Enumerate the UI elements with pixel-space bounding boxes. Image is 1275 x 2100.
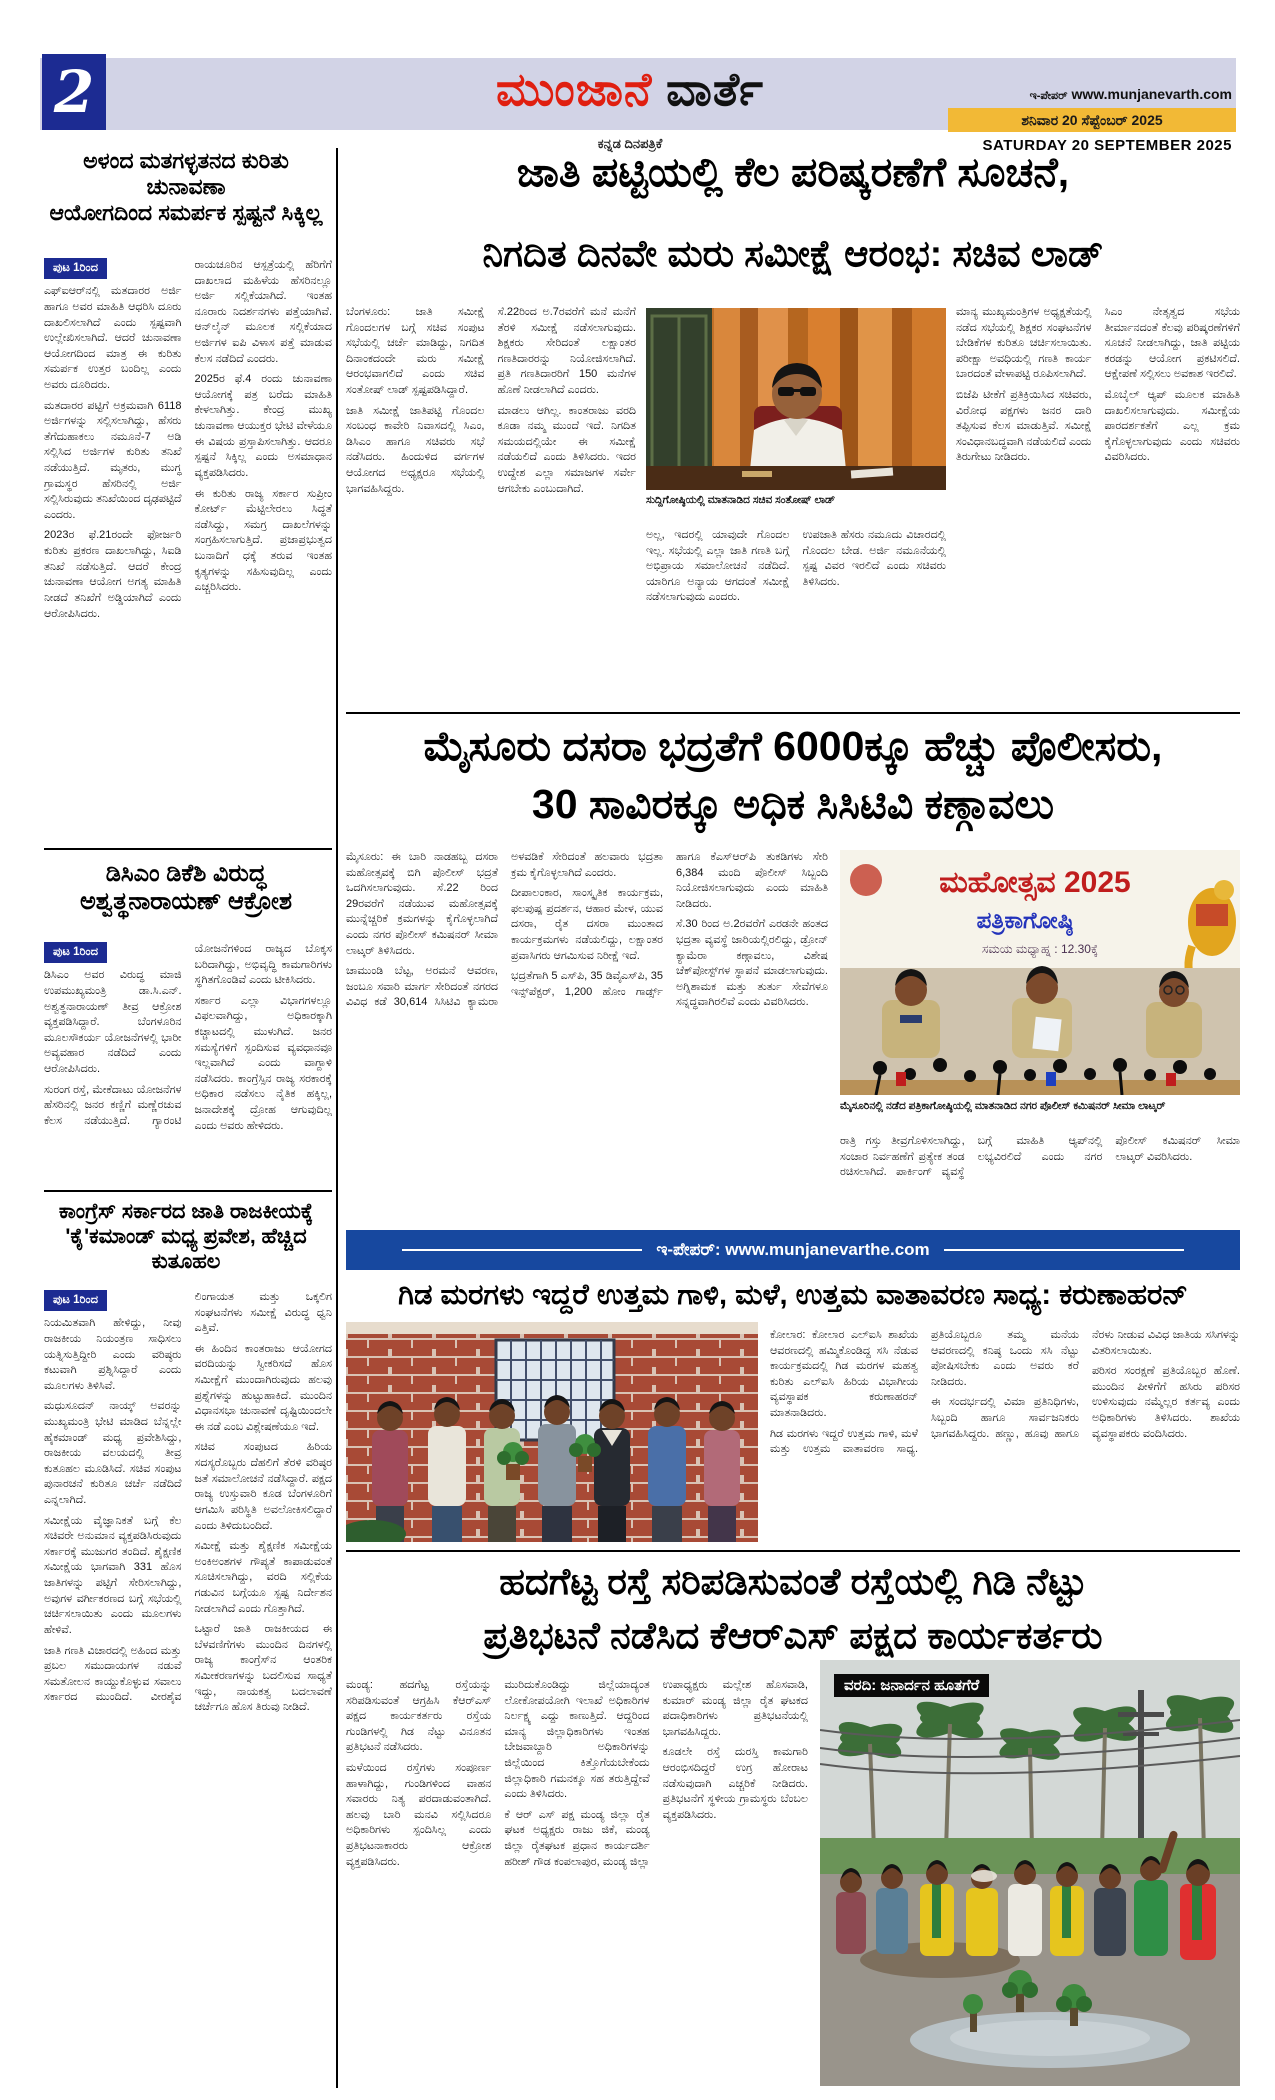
- dasara-headline-1: ಮೈಸೂರು ದಸರಾ ಭದ್ರತೆಗೆ 6000ಕ್ಕೂ ಹೆಚ್ಚು ಪೊಲೀಸರು,: [423, 723, 1163, 769]
- paragraph: ಡಿಸಿಎಂ ಅವರ ವಿರುದ್ಧ ಮಾಜಿ ಉಪಮುಖ್ಯಮಂತ್ರಿ ಡಾ.ಸಿ.ಎನ್. ಅಶ್ವತ್ಥನಾರಾಯಣ್ ತೀವ್ರ ಆಕ್ರೋಶ ವ್ಯಕ್ತಪಡಿಸಿದ್ದಾರೆ. ಬೆಂಗಳೂರಿನ ಮೂಲಸೌಕರ್ಯ ಯೋಜನೆಗಳಲ್ಲಿ ಭಾರೀ ಅವ್ಯವಹಾರ ನಡೆದಿದೆ ಎಂದು ಆರೋಪಿಸಿದರು.: [44, 969, 182, 1075]
- paragraph: ರಾತ್ರಿ ಗಸ್ತು ತೀವ್ರಗೊಳಿಸಲಾಗಿದ್ದು, ಸಂಚಾರ ನಿರ್ವಹಣೆಗೆ ಪ್ರತ್ಯೇಕ ತಂಡ ರಚಿಸಲಾಗಿದೆ. ಪಾರ್ಕಿಂಗ್ ವ್ಯವಸ್ಥೆ ಬಗ್ಗೆ ಮಾಹಿತಿ ಆ್ಯಪ್‌ನಲ್ಲಿ ಲಭ್ಯವಿರಲಿದೆ ಎಂದು ನಗರ ಪೊಲೀಸ್ ಕಮಿಷನರ್ ಸೀಮಾ ಲಾಟ್ಕರ್ ವಿವರಿಸಿದರು.: [840, 1135, 1240, 1179]
- caste-survey-body-right: [956, 305, 1240, 705]
- road-protest-photo: [820, 1660, 1240, 2086]
- paragraph: ಒಟ್ಟಾರೆ ಜಾತಿ ರಾಜಕೀಯದ ಈ ಬೆಳವಣಿಗೆಗಳು ಮುಂದಿನ ದಿನಗಳಲ್ಲಿ ರಾಜ್ಯ ಕಾಂಗ್ರೆಸ್‌ನ ಆಂತರಿಕ ಸಮೀಕರಣಗಳನ್ನು ಬದಲಿಸುವ ಸಾಧ್ಯತೆ ಇದ್ದು, ನಾಯಕತ್ವ ಬದಲಾವಣೆ ಚರ್ಚೆಗೂ ಹೊಸ ತಿರುವು ನೀಡಿದೆ.: [194, 1623, 332, 1714]
- minister-photo-caption: ಸುದ್ದಿಗೋಷ್ಠಿಯಲ್ಲಿ ಮಾತನಾಡಿದ ಸಚಿವ ಸಂತೋಷ್ ಲಾಡ್: [646, 494, 836, 506]
- masthead-word-2: ವಾರ್ತೆ: [666, 63, 764, 115]
- report-byline-label: ವರದಿ: ಜನಾರ್ದನ ಹೂತಗೆರೆ: [834, 1674, 989, 1697]
- road-protest-headline-1: ಹದಗೆಟ್ಟ ರಸ್ತೆ ಸರಿಪಡಿಸುವಂತೆ ರಸ್ತೆಯಲ್ಲಿ ಗಿಡಿ ನೆಟ್ಟು: [499, 1561, 1087, 1602]
- press-banner-subtitle: ಪತ್ರಿಕಾಗೋಷ್ಠಿ: [976, 907, 1074, 933]
- from-page1-tag: ಪುಟ 1ರಿಂದ: [44, 942, 107, 963]
- road-protest-illustration: [820, 1660, 1240, 2086]
- page-number-badge: [42, 54, 106, 130]
- caste-survey-headline-2: ನಿಗದಿತ ದಿನವೇ ಮರು ಸಮೀಕ್ಷೆ ಆರಂಭ: ಸಚಿವ ಲಾಡ್: [482, 233, 1104, 274]
- paragraph: ಸುರಂಗ ರಸ್ತೆ, ಮೇಕೆದಾಟು ಯೋಜನೆಗಳ ಹೆಸರಿನಲ್ಲಿ ಜನರ ಕಣ್ಣಿಗೆ ಮಣ್ಣೆರಚುವ ಕೆಲಸ ನಡೆಯುತ್ತಿದೆ. ಗ್ಯಾರಂಟಿ ಯೋಜನೆಗಳಿಂದ ರಾಜ್ಯದ ಬೊಕ್ಕಸ ಬರಿದಾಗಿದ್ದು, ಅಭಿವೃದ್ಧಿ ಕಾಮಗಾರಿಗಳು ಸ್ಥಗಿತಗೊಂಡಿವೆ ಎಂದು ಟೀಕಿಸಿದರು.: [44, 943, 332, 1127]
- dasara-body-left: [346, 850, 828, 1195]
- paragraph: ಈ ಹಿಂದಿನ ಕಾಂತರಾಜು ಆಯೋಗದ ವರದಿಯನ್ನು ಸ್ವೀಕರಿಸದೆ ಹೊಸ ಸಮೀಕ್ಷೆಗೆ ಮುಂದಾಗಿರುವುದು ಹಲವು ಪ್ರಶ್ನೆಗಳನ್ನು ಹುಟ್ಟುಹಾಕಿದೆ. ಮುಂದಿನ ವಿಧಾನಸಭಾ ಚುನಾವಣೆ ದೃಷ್ಟಿಯಿಂದಲೇ ಈ ನಡೆ ಎಂಬ ವಿಶ್ಲೇಷಣೆಯೂ ಇದೆ.: [194, 1342, 332, 1433]
- epaper-url-line[interactable]: [930, 86, 1232, 103]
- paragraph: ಮಾಡಲು ಆಗಿಲ್ಲ. ಕಾಂತರಾಜು ವರದಿ ಕೂಡಾ ನಮ್ಮ ಮುಂದೆ ಇದೆ. ನಿಗದಿತ ಸಮಯದಲ್ಲಿಯೇ ಈ ಸಮೀಕ್ಷೆ ನಡೆಯಲಿದೆ ಎಂದು ತಿಳಿಸಿದರು. ಇದರ ಉದ್ದೇಶ ಎಲ್ಲಾ ಸಮಾಜಗಳ ಸರ್ವೇ ಆಗಬೇಕು ಎಂಬುದಾಗಿದೆ.: [497, 404, 636, 495]
- press-photo-caption: ಮೈಸೂರಿನಲ್ಲಿ ನಡೆದ ಪತ್ರಿಕಾಗೋಷ್ಠಿಯಲ್ಲಿ ಮಾತನಾಡಿದ ನಗರ ಪೊಲೀಸ್ ಕಮಿಷನರ್ ಸೀಮಾ ಲಾಟ್ಕರ್: [840, 1100, 1166, 1112]
- paragraph: ಮೈಸೂರು: ಈ ಬಾರಿ ನಾಡಹಬ್ಬ ದಸರಾ ಮಹೋತ್ಸವಕ್ಕೆ ಬಿಗಿ ಪೊಲೀಸ್ ಭದ್ರತೆ ಒದಗಿಸಲಾಗುವುದು. ಸೆ.22 ರಿಂದ 29ರವರೆಗೆ ನಡೆಯುವ ಮಹೋತ್ಸವಕ್ಕೆ ಮುನ್ನೆಚ್ಚರಿಕೆ ಕ್ರಮಗಳನ್ನು ಕೈಗೊಳ್ಳಲಾಗಿದೆ ಎಂದು ನಗರ ಪೊಲೀಸ್ ಕಮಿಷನರ್ ಸೀಮಾ ಲಾಟ್ಕರ್ ತಿಳಿಸಿದರು.: [346, 851, 498, 957]
- sapling-photo-illustration: [346, 1322, 758, 1542]
- paragraph: ಕೋಲಾರ: ಕೋಲಾರ ಎಲ್‌ಐಸಿ ಶಾಖೆಯ ಆವರಣದಲ್ಲಿ ಹಮ್ಮಿಕೊಂಡಿದ್ದ ಸಸಿ ನೆಡುವ ಕಾರ್ಯಕ್ರಮದಲ್ಲಿ ಗಿಡ ಮರಗಳ ಮಹತ್ವ ಕುರಿತು ಎಲ್‌ಐಸಿ ಹಿರಿಯ ವಿಭಾಗೀಯ ವ್ಯವಸ್ಥಾಪಕ ಕರುಣಾಹರನ್ ಮಾತನಾಡಿದರು.: [770, 1329, 918, 1420]
- paragraph: ಗಿಡ ಮರಗಳು ಇದ್ದರೆ ಉತ್ತಮ ಗಾಳಿ, ಮಳೆ ಮತ್ತು ಉತ್ತಮ ವಾತಾವರಣ ಸಾಧ್ಯ. ಪ್ರತಿಯೊಬ್ಬರೂ ತಮ್ಮ ಮನೆಯ ಆವರಣದಲ್ಲಿ ಕನಿಷ್ಠ ಒಂದು ಸಸಿ ನೆಟ್ಟು ಪೋಷಿಸಬೇಕು ಎಂದು ಅವರು ಕರೆ ನೀಡಿದರು.: [770, 1329, 1079, 1456]
- from-page1-tag: ಪುಟ 1ರಿಂದ: [44, 258, 107, 279]
- paragraph: ಮಧುಸೂದನ್ ನಾಯ್ಕ್ ಅವರನ್ನು ಮುಖ್ಯಮಂತ್ರಿ ಭೇಟಿ ಮಾಡಿದ ಬೆನ್ನಲ್ಲೇ ಹೈಕಮಾಂಡ್ ಮಧ್ಯ ಪ್ರವೇಶಿಸಿದ್ದು, ರಾಜಕೀಯ ವಲಯದಲ್ಲಿ ತೀವ್ರ ಕುತೂಹಲ ಮೂಡಿಸಿದೆ. ಸಚಿವ ಸಂಪುಟ ಪುನಾರಚನೆ ಕುರಿತೂ ಚರ್ಚೆ ನಡೆದಿದೆ ಎನ್ನಲಾಗಿದೆ.: [44, 1400, 182, 1507]
- paragraph: ಎಫ್‌ಐಆರ್‌ನಲ್ಲಿ ಮತದಾರರ ಅರ್ಜಿ ಹಾಗೂ ಅವರ ಮಾಹಿತಿ ಆಧರಿಸಿ ದೂರು ದಾಖಲಿಸಲಾಗಿದೆ ಎಂದು ಸ್ಪಷ್ಟವಾಗಿ ಉಲ್ಲೇಖಿಸಲಾಗಿದೆ. ಆದರೆ ಚುನಾವಣಾ ಆಯೋಗದಿಂದ ಮಾತ್ರ ಈ ಕುರಿತು ಸಮರ್ಪಕ ಉತ್ತರ ಬಂದಿಲ್ಲ ಎಂದು ಅವರು ದೂರಿದರು.: [44, 285, 182, 391]
- paragraph: ಸಮೀಕ್ಷೆ ಮತ್ತು ಶೈಕ್ಷಣಿಕ ಸಮೀಕ್ಷೆಯ ಅಂಕಿಅಂಶಗಳ ಗೌಪ್ಯತೆ ಕಾಪಾಡುವಂತೆ ಸೂಚಿಸಲಾಗಿದ್ದು, ವರದಿ ಸಲ್ಲಿಕೆಯ ಗಡುವಿನ ಬಗ್ಗೆಯೂ ಸ್ಪಷ್ಟ ನಿರ್ದೇಶನ ನೀಡಲಾಗಿದೆ ಎಂದು ಗೊತ್ತಾಗಿದೆ.: [194, 1540, 332, 1615]
- paragraph: ಈ ಸಂದರ್ಭದಲ್ಲಿ ವಿಮಾ ಪ್ರತಿನಿಧಿಗಳು, ಸಿಬ್ಬಂದಿ ಹಾಗೂ ಸಾರ್ವಜನಿಕರು ಭಾಗವಹಿಸಿದ್ದರು. ಹಣ್ಣು, ಹೂವು ಹಾಗೂ ನೆರಳು ನೀಡುವ ವಿವಿಧ ಜಾತಿಯ ಸಸಿಗಳನ್ನು ವಿತರಿಸಲಾಯಿತು.: [931, 1329, 1240, 1440]
- paragraph: ಮುರಿದುಕೊಂಡಿದ್ದು ಜಿಲ್ಲೆಯಾದ್ಯಂತ ಲೋಕೋಪಯೋಗಿ ಇಲಾಖೆ ಅಧಿಕಾರಿಗಳ ನಿರ್ಲಕ್ಷ್ಯ ಎದ್ದು ಕಾಣುತ್ತಿದೆ. ಆದ್ದರಿಂದ ಮಾನ್ಯ ಜಿಲ್ಲಾಧಿಕಾರಿಗಳು ಇಂತಹ ಬೇಜವಾಬ್ದಾರಿ ಅಧಿಕಾರಿಗಳನ್ನು ಜಿಲ್ಲೆಯಿಂದ ಕಿತ್ತೊಗೆಯಬೇಕೆಂದು ಜಿಲ್ಲಾಧಿಕಾರಿ ಗಮನಕ್ಕೂ ಸಹ ತರುತ್ತಿದ್ದೇವೆ ಎಂದು ತಿಳಿಸಿದರು.: [504, 1679, 650, 1801]
- paragraph: ಚಾಮುಂಡಿ ಬೆಟ್ಟ, ಅರಮನೆ ಆವರಣ, ಜಂಬೂ ಸವಾರಿ ಮಾರ್ಗ ಸೇರಿದಂತೆ ನಗರದ ವಿವಿಧ ಕಡೆ 30,614 ಸಿಸಿಟಿವಿ ಕ್ಯಾಮರಾ ಅಳವಡಿಕೆ ಸೇರಿದಂತೆ ಹಲವಾರು ಭದ್ರತಾ ಕ್ರಮ ಕೈಗೊಳ್ಳಲಾಗಿದೆ ಎಂದರು.: [346, 851, 663, 1009]
- sunglasses: [778, 387, 794, 396]
- trees-headline: ಗಿಡ ಮರಗಳು ಇದ್ದರೆ ಉತ್ತಮ ಗಾಳಿ, ಮಳೆ, ಉತ್ತಮ ವಾತಾವರಣ ಸಾಧ್ಯ: ಕರುಣಾಹರನ್: [398, 1279, 1188, 1311]
- press-conference-illustration: [840, 850, 1240, 1095]
- masthead-word-1: ಮುಂಜಾನೆ: [496, 63, 653, 115]
- trees-body: [770, 1328, 1240, 1542]
- article-divider: [44, 1190, 332, 1192]
- paragraph: ಮೊಬೈಲ್ ಆ್ಯಪ್ ಮೂಲಕ ಮಾಹಿತಿ ದಾಖಲಿಸಲಾಗುವುದು. ಸಮೀಕ್ಷೆಯ ಪಾರದರ್ಶಕತೆಗೆ ಎಲ್ಲ ಕ್ರಮ ಕೈಗೊಳ್ಳಲಾಗುವುದು ಎಂದು ಸಚಿವರು ವಿವರಿಸಿದರು.: [1104, 389, 1240, 464]
- date-english: SATURDAY 20 SEPTEMBER 2025: [982, 137, 1232, 154]
- page-number: 2: [53, 58, 95, 126]
- paragraph: ಬೆಂಗಳೂರು: ಜಾತಿ ಸಮೀಕ್ಷೆ ಗೊಂದಲಗಳ ಬಗ್ಗೆ ಸಚಿವ ಸಂಪುಟ ಸಭೆಯಲ್ಲಿ ಚರ್ಚೆ ಮಾಡಿದ್ದು, ನಿಗದಿತ ದಿನಾಂಕದಂದೇ ಮರು ಸಮೀಕ್ಷೆ ಆರಂಭವಾಗಲಿದೆ ಎಂದು ಸಚಿವ ಸಂತೋಷ್ ಲಾಡ್ ಸ್ಪಷ್ಟಪಡಿಸಿದ್ದಾರೆ.: [346, 306, 485, 397]
- masthead: [350, 63, 910, 115]
- minister-photo-illustration: [646, 308, 946, 490]
- paragraph: 2025ರ ಫೆ.4 ರಂದು ಚುನಾವಣಾ ಆಯೋಗಕ್ಕೆ ಪತ್ರ ಬರೆದು ಮಾಹಿತಿ ಕೇಳಲಾಗಿತ್ತು. ಕೇಂದ್ರ ಮುಖ್ಯ ಚುನಾವಣಾ ಆಯುಕ್ತರ ಭೇಟಿ ವೇಳೆಯೂ ಈ ವಿಷಯ ಪ್ರಸ್ತಾಪಿಸಲಾಗಿತ್ತು. ಆದರೂ ಸ್ಪಷ್ಟನೆ ಸಿಕ್ಕಿಲ್ಲ ಎಂದು ಅಸಮಾಧಾನ ವ್ಯಕ್ತಪಡಿಸಿದರು.: [194, 373, 332, 479]
- article-divider: [44, 848, 332, 850]
- event-logo: [850, 864, 882, 896]
- paragraph: ಕೆ ಆರ್ ಎಸ್ ಪಕ್ಷ ಮಂಡ್ಯ ಜಿಲ್ಲಾ ರೈತ ಘಟಕ ಅಧ್ಯಕ್ಷರು ರಾಜು ಜಿಕೆ, ಮಂಡ್ಯ ಜಿಲ್ಲಾ ರೈತಘಟಕ ಪ್ರಧಾನ ಕಾರ್ಯದರ್ಶಿ ಹರೀಶ್ ಗೌಡ ಕಂಪಲಾಪುರ, ಮಂಡ್ಯ ಜಿಲ್ಲಾ ಉಪಾಧ್ಯಕ್ಷರು ಮಲ್ಲೇಶ ಹೊಸವಾಡಿ, ಕುಮಾರ್ ಮಂಡ್ಯ ಜಿಲ್ಲಾ ರೈತ ಘಟಕದ ಪದಾಧಿಕಾರಿಗಳು ಪ್ರತಿಭಟನೆಯಲ್ಲಿ ಭಾಗವಹಿಸಿದ್ದರು.: [504, 1679, 808, 1868]
- press-conference-photo: [840, 850, 1240, 1095]
- article-congress-body: [44, 1290, 332, 2085]
- road-protest-body: [346, 1678, 808, 2086]
- article-congress-headline: ಕಾಂಗ್ರೆಸ್ ಸರ್ಕಾರದ ಜಾತಿ ರಾಜಕೀಯಕ್ಕೆ 'ಕೈ'ಕಮಾಂಡ್ ಮಧ್ಯ ಪ್ರವೇಶ, ಹೆಚ್ಚಿದ ಕುತೂಹಲ: [58, 1200, 314, 1273]
- from-page1-tag: ಪುಟ 1ರಿಂದ: [44, 1290, 107, 1311]
- paragraph: ಮಾನ್ಯ ಮುಖ್ಯಮಂತ್ರಿಗಳ ಅಧ್ಯಕ್ಷತೆಯಲ್ಲಿ ನಡೆದ ಸಭೆಯಲ್ಲಿ ಶಿಕ್ಷಕರ ಸಂಘಟನೆಗಳ ಬೇಡಿಕೆಗಳ ಕುರಿತೂ ಚರ್ಚಿಸಲಾಯಿತು. ಪರೀಕ್ಷಾ ಅವಧಿಯಲ್ಲಿ ಗಣತಿ ಕಾರ್ಯ ಬಾರದಂತೆ ವೇಳಾಪಟ್ಟಿ ರೂಪಿಸಲಾಗಿದೆ.: [956, 306, 1092, 381]
- date-bar-kannada: [948, 108, 1236, 132]
- dasara-headline-2: 30 ಸಾವಿರಕ್ಕೂ ಅಧಿಕ ಸಿಸಿಟಿವಿ ಕಣ್ಗಾವಲು: [531, 781, 1055, 827]
- paragraph: ರಾಯಚೂರಿನ ಆಸ್ಪತ್ರೆಯಲ್ಲಿ ಹೆರಿಗೆಗೆ ದಾಖಲಾದ ಮಹಿಳೆಯ ಹೆಸರಿನಲ್ಲೂ ಅರ್ಜಿ ಸಲ್ಲಿಕೆಯಾಗಿದೆ. ಇಂತಹ ನೂರಾರು ನಿದರ್ಶನಗಳು ಪತ್ತೆಯಾಗಿವೆ. ಆನ್‌ಲೈನ್ ಮೂಲಕ ಸಲ್ಲಿಕೆಯಾದ ಅರ್ಜಿಗಳ ಐಪಿ ವಿಳಾಸ ಪತ್ತೆ ಮಾಡುವ ಕೆಲಸ ನಡೆದಿದೆ ಎಂದರು.: [194, 259, 332, 365]
- article-aland-headline: ಅಳಂದ ಮತಗಳ್ಳತನದ ಕುರಿತು ಚುನಾವಣಾ ಆಯೋಗದಿಂದ ಸಮರ್ಪಕ ಸ್ಪಷ್ಟನೆ ಸಿಕ್ಕಿಲ್ಲ: [49, 148, 323, 225]
- masthead-tagline: ಕನ್ನಡ ದಿನಪತ್ರಿಕೆ: [597, 136, 663, 151]
- paragraph: ಉಪಜಾತಿ ಹೆಸರು ನಮೂದು ವಿಚಾರದಲ್ಲಿ ಗೊಂದಲ ಬೇಡ. ಅರ್ಜಿ ನಮೂನೆಯಲ್ಲಿ ಸ್ಪಷ್ಟ ವಿವರ ಇರಲಿದೆ ಎಂದು ಸಚಿವರು ತಿಳಿಸಿದರು.: [802, 529, 946, 588]
- paragraph: ಸೆ.30 ರಿಂದ ಅ.2ರವರೆಗೆ ಎರಡನೇ ಹಂತದ ಭದ್ರತಾ ವ್ಯವಸ್ಥೆ ಜಾರಿಯಲ್ಲಿರಲಿದ್ದು, ಡ್ರೋನ್ ಕ್ಯಾಮೆರಾ ಕಣ್ಗಾವಲು, ವಿಶೇಷ ಚೆಕ್‌ಪೋಸ್ಟ್‌ಗಳ ಸ್ಥಾಪನೆ ಮಾಡಲಾಗುವುದು. ಅಗ್ನಿಶಾಮಕ ಮತ್ತು ತುರ್ತು ಸೇವೆಗಳೂ ಸನ್ನದ್ಧವಾಗಿರಲಿವೆ ಎಂದು ವಿವರಿಸಿದರು.: [676, 918, 828, 1009]
- caste-survey-body-mid: [646, 528, 946, 705]
- dasara-body-sub: [840, 1134, 1240, 1196]
- paragraph: ಮಳೆಯಿಂದ ರಸ್ತೆಗಳು ಸಂಪೂರ್ಣ ಹಾಳಾಗಿದ್ದು, ಗುಂಡಿಗಳಿಂದ ವಾಹನ ಸವಾರರು ನಿತ್ಯ ಪರದಾಡುವಂತಾಗಿದೆ. ಹಲವು ಬಾರಿ ಮನವಿ ಸಲ್ಲಿಸಿದರೂ ಅಧಿಕಾರಿಗಳು ಸ್ಪಂದಿಸಿಲ್ಲ ಎಂದು ಪ್ರತಿಭಟನಾಕಾರರು ಆಕ್ರೋಶ ವ್ಯಕ್ತಪಡಿಸಿದರು.: [346, 1762, 492, 1868]
- paper: [1032, 1017, 1061, 1052]
- paragraph: ಜಾತಿ ಗಣತಿ ವಿಚಾರದಲ್ಲಿ ಅಹಿಂದ ಮತ್ತು ಪ್ರಬಲ ಸಮುದಾಯಗಳ ನಡುವೆ ಸಮತೋಲನ ಕಾಯ್ದುಕೊಳ್ಳುವ ಸವಾಲು ಸರ್ಕಾರದ ಮುಂದಿದೆ. ವೀರಶೈವ ಲಿಂಗಾಯತ ಮತ್ತು ಒಕ್ಕಲಿಗ ಸಂಘಟನೆಗಳು ಸಮೀಕ್ಷೆ ವಿರುದ್ಧ ಧ್ವನಿ ಎತ್ತಿವೆ.: [44, 1291, 332, 1704]
- sapling-handover-photo: [346, 1322, 758, 1542]
- paragraph: ಮಂಡ್ಯ: ಹದಗೆಟ್ಟ ರಸ್ತೆಯನ್ನು ಸರಿಪಡಿಸುವಂತೆ ಆಗ್ರಹಿಸಿ ಕೆಆರ್‌ಎಸ್ ಪಕ್ಷದ ಕಾರ್ಯಕರ್ತರು ರಸ್ತೆಯ ಗುಂಡಿಗಳಲ್ಲಿ ಗಿಡ ನೆಟ್ಟು ವಿನೂತನ ಪ್ರತಿಭಟನೆ ನಡೆಸಿದರು.: [346, 1679, 492, 1754]
- banner-rule-right: [944, 1249, 1184, 1251]
- date-kannada: ಶನಿವಾರ 20 ಸೆಪ್ಟೆಂಬರ್ 2025: [1021, 111, 1163, 128]
- column-divider-vertical: [336, 148, 338, 2088]
- article-dcm-headline: ಡಿಸಿಎಂ ಡಿಕೆಶಿ ವಿರುದ್ಧ ಅಶ್ವತ್ಥನಾರಾಯಣ್ ಆಕ್ರೋಶ: [79, 860, 293, 916]
- road-protest-headline-2: ಪ್ರತಿಭಟನೆ ನಡೆಸಿದ ಕೆಆರ್‌ಎಸ್ ಪಕ್ಷದ ಕಾರ್ಯಕರ್ತರು: [483, 1615, 1103, 1656]
- desk: [646, 466, 946, 490]
- article-aland-body: [44, 258, 332, 840]
- minister-photo: [646, 308, 946, 490]
- caste-survey-body-left: [346, 305, 636, 705]
- paragraph: ಈ ಕುರಿತು ರಾಜ್ಯ ಸರ್ಕಾರ ಸುಪ್ರೀಂ ಕೋರ್ಟ್ ಮೆಟ್ಟಿಲೇರಲು ಸಿದ್ಧತೆ ನಡೆಸಿದ್ದು, ಸಮಗ್ರ ದಾಖಲೆಗಳನ್ನು ಸಂಗ್ರಹಿಸಲಾಗುತ್ತಿದೆ. ಪ್ರಜಾಪ್ರಭುತ್ವದ ಬುನಾದಿಗೆ ಧಕ್ಕೆ ತರುವ ಇಂತಹ ಕೃತ್ಯಗಳನ್ನು ಸಹಿಸುವುದಿಲ್ಲ ಎಂದು ಎಚ್ಚರಿಸಿದರು.: [194, 487, 332, 594]
- paragraph: ಸಿಎಂ ನೇತೃತ್ವದ ಸಭೆಯ ತೀರ್ಮಾನದಂತೆ ಕೆಲವು ಪರಿಷ್ಕರಣೆಗಳಿಗೆ ಸೂಚನೆ ನೀಡಲಾಗಿದ್ದು, ಜಾತಿ ಪಟ್ಟಿಯ ಕರಡನ್ನು ಆಯೋಗ ಪ್ರಕಟಿಸಲಿದೆ. ಆಕ್ಷೇಪಣೆ ಸಲ್ಲಿಸಲು ಅವಕಾಶ ಇರಲಿದೆ.: [1104, 306, 1240, 381]
- epaper-banner[interactable]: [346, 1230, 1240, 1270]
- paragraph: ಭದ್ರತೆಗಾಗಿ 5 ಎಸ್‌ಪಿ, 35 ಡಿವೈಎಸ್‌ಪಿ, 35 ಇನ್ಸ್‌ಪೆಕ್ಟರ್, 1,200 ಹೋಂ ಗಾರ್ಡ್ಸ್ ಹಾಗೂ ಕೆಎಸ್‌ಆರ್‌ಪಿ ತುಕಡಿಗಳು ಸೇರಿ 6,384 ಮಂದಿ ಪೊಲೀಸ್ ಸಿಬ್ಬಂದಿ ನಿಯೋಜಿಸಲಾಗುವುದು ಎಂದು ಮಾಹಿತಿ ನೀಡಿದರು.: [511, 851, 828, 998]
- press-banner-title: ಮಹೋತ್ಸವ 2025: [939, 866, 1131, 899]
- epaper-label: ಇ-ಪೇಪರ್: [1029, 90, 1068, 102]
- caste-survey-headline-1: ಜಾತಿ ಪಟ್ಟಿಯಲ್ಲಿ ಕೆಲ ಪರಿಷ್ಕರಣೆಗೆ ಸೂಚನೆ,: [516, 149, 1070, 195]
- paragraph: ಸೆ.22ರಿಂದ ಅ.7ರವರೆಗೆ ಮನೆ ಮನೆಗೆ ತೆರಳಿ ಸಮೀಕ್ಷೆ ನಡೆಸಲಾಗುವುದು. ಶಿಕ್ಷಕರು ಸೇರಿದಂತೆ ಲಕ್ಷಾಂತರ ಗಣತಿದಾರರನ್ನು ನಿಯೋಜಿಸಲಾಗಿದೆ. ಪ್ರತಿ ಗಣತಿದಾರರಿಗೆ 150 ಮನೆಗಳ ಹೊಣೆ ನೀಡಲಾಗಿದೆ ಎಂದರು.: [497, 306, 636, 397]
- article-divider: [346, 1550, 1240, 1552]
- banner-url[interactable]: ಇ-ಪೇಪರ್: www.munjanevarthe.com: [656, 1240, 930, 1259]
- website-url[interactable]: www.munjanevarth.com: [1071, 86, 1232, 102]
- paragraph: ಅಲ್ಲ, ಇದರಲ್ಲಿ ಯಾವುದೇ ಗೊಂದಲ ಇಲ್ಲ. ಸಭೆಯಲ್ಲಿ ಎಲ್ಲಾ ಜಾತಿ ಗಣತಿ ಬಗ್ಗೆ ಅಭಿಪ್ರಾಯ ಸಮಾಲೋಚನೆ ನಡೆದಿದೆ. ಯಾರಿಗೂ ಅನ್ಯಾಯ ಆಗದಂತೆ ಸಮೀಕ್ಷೆ ನಡೆಸಲಾಗುವುದು ಎಂದರು.: [646, 529, 790, 604]
- paragraph: ಸರ್ಕಾರ ಎಲ್ಲಾ ವಿಭಾಗಗಳಲ್ಲೂ ವಿಫಲವಾಗಿದ್ದು, ಅಧಿಕಾರಕ್ಕಾಗಿ ಕಚ್ಚಾಟದಲ್ಲಿ ಮುಳುಗಿದೆ. ಜನರ ಸಮಸ್ಯೆಗಳಿಗೆ ಸ್ಪಂದಿಸುವ ವ್ಯವಧಾನವೂ ಇಲ್ಲವಾಗಿದೆ ಎಂದು ವಾಗ್ದಾಳಿ ನಡೆಸಿದರು. ಕಾಂಗ್ರೆಸ್ಸಿನ ರಾಜ್ಯ ಸರಕಾರಕ್ಕೆ ಅಧಿಕಾರ ನಡೆಸಲು ನೈತಿಕ ಹಕ್ಕಿಲ್ಲ, ಜನಾದೇಶಕ್ಕೆ ದ್ರೋಹ ಆಗುವುದಿಲ್ಲ ಎಂದು ಅವರು ಹೇಳಿದರು.: [194, 994, 332, 1132]
- paragraph: ಸಚಿವ ಸಂಪುಟದ ಹಿರಿಯ ಸದಸ್ಯರೊಬ್ಬರು ದೆಹಲಿಗೆ ತೆರಳಿ ವರಿಷ್ಠರ ಜತೆ ಸಮಾಲೋಚನೆ ನಡೆಸಿದ್ದಾರೆ. ಪಕ್ಷದ ರಾಜ್ಯ ಉಸ್ತುವಾರಿ ಕೂಡ ಬೆಂಗಳೂರಿಗೆ ಆಗಮಿಸಿ ಪರಿಸ್ಥಿತಿ ಅವಲೋಕಿಸಲಿದ್ದಾರೆ ಎಂದು ತಿಳಿದುಬಂದಿದೆ.: [194, 1441, 332, 1532]
- paragraph: ಬಿಜೆಪಿ ಟೀಕೆಗೆ ಪ್ರತಿಕ್ರಿಯಿಸಿದ ಸಚಿವರು, ವಿರೋಧ ಪಕ್ಷಗಳು ಜನರ ದಾರಿ ತಪ್ಪಿಸುವ ಕೆಲಸ ಮಾಡುತ್ತಿವೆ. ಸಮೀಕ್ಷೆ ಸಂವಿಧಾನಬದ್ಧವಾಗಿ ನಡೆಯಲಿದೆ ಎಂದು ತಿರುಗೇಟು ನೀಡಿದರು.: [956, 389, 1092, 464]
- paragraph: 2023ರ ಫೆ.21ರಂದೇ ಫೋರ್ಜರಿ ಕುರಿತು ಪ್ರಕರಣ ದಾಖಲಾಗಿದ್ದು, ಸಿಐಡಿ ತನಿಖೆ ನಡೆಸುತ್ತಿದೆ. ಆದರೆ ಕೇಂದ್ರ ಚುನಾವಣಾ ಆಯೋಗ ಅಗತ್ಯ ಮಾಹಿತಿ ನೀಡದೆ ತನಿಖೆಗೆ ಅಡ್ಡಿಯಾಗಿದೆ ಎಂದು ಆರೋಪಿಸಿದರು.: [44, 529, 182, 620]
- paragraph: ಮತದಾರರ ಪಟ್ಟಿಗೆ ಅಕ್ರಮವಾಗಿ 6118 ಅರ್ಜಿಗಳನ್ನು ಸಲ್ಲಿಸಲಾಗಿದ್ದು, ಹೆಸರು ತೆಗೆದುಹಾಕಲು ನಮೂನೆ-7 ಅಡಿ ಸಲ್ಲಿಸಿದ ಅರ್ಜಿಗಳ ಕುರಿತು ತನಿಖೆ ನಡೆಯುತ್ತಿದೆ. ಮೃತರು, ಮುಗ್ಧ ಗ್ರಾಮಸ್ಥರ ಹೆಸರಿನಲ್ಲಿ ಅರ್ಜಿ ಸಲ್ಲಿಸಿರುವುದು ತನಿಖೆಯಿಂದ ದೃಢಪಟ್ಟಿದೆ ಎಂದರು.: [44, 399, 182, 521]
- press-banner-time: ಸಮಯ ಮಧ್ಯಾಹ್ನ : 12.30ಕ್ಕೆ: [981, 942, 1099, 956]
- banner-rule-left: [402, 1249, 642, 1251]
- paragraph: ಪರಿಸರ ಸಂರಕ್ಷಣೆ ಪ್ರತಿಯೊಬ್ಬರ ಹೊಣೆ. ಮುಂದಿನ ಪೀಳಿಗೆಗೆ ಹಸಿರು ಪರಿಸರ ಉಳಿಸುವುದು ನಮ್ಮೆಲ್ಲರ ಕರ್ತವ್ಯ ಎಂದು ಅಧಿಕಾರಿಗಳು ತಿಳಿಸಿದರು. ಶಾಖೆಯ ವ್ಯವಸ್ಥಾಪಕರು ವಂದಿಸಿದರು.: [1092, 1365, 1240, 1440]
- paragraph: ಕೂಡಲೇ ರಸ್ತೆ ದುರಸ್ತಿ ಕಾಮಗಾರಿ ಆರಂಭಿಸದಿದ್ದರೆ ಉಗ್ರ ಹೋರಾಟ ನಡೆಸುವುದಾಗಿ ಎಚ್ಚರಿಕೆ ನೀಡಿದರು. ಪ್ರತಿಭಟನೆಗೆ ಸ್ಥಳೀಯ ಗ್ರಾಮಸ್ಥರು ಬೆಂಬಲ ವ್ಯಕ್ತಪಡಿಸಿದರು.: [662, 1746, 808, 1821]
- article-divider: [346, 712, 1240, 714]
- article-dcm-body: [44, 942, 332, 1182]
- paragraph: ನಿಯಮಿತವಾಗಿ ಹೇಳಿದ್ದು, ನೀವು ರಾಜಕೀಯ ನಿಯಂತ್ರಣ ಸಾಧಿಸಲು ಯತ್ನಿಸುತ್ತಿದ್ದೀರಿ ಎಂದು ವರಿಷ್ಠರು ಕಟುವಾಗಿ ಪ್ರಶ್ನಿಸಿದ್ದಾರೆ ಎಂದು ಮೂಲಗಳು ತಿಳಿಸಿವೆ.: [44, 1317, 182, 1392]
- paragraph: ಸಮೀಕ್ಷೆಯ ವೈಜ್ಞಾನಿಕತೆ ಬಗ್ಗೆ ಕೆಲ ಸಚಿವರೇ ಅನುಮಾನ ವ್ಯಕ್ತಪಡಿಸಿರುವುದು ಸರ್ಕಾರಕ್ಕೆ ಮುಜುಗರ ತಂದಿದೆ. ಶೈಕ್ಷಣಿಕ ಸಮೀಕ್ಷೆಯ ಭಾಗವಾಗಿ 331 ಹೊಸ ಜಾತಿಗಳನ್ನು ಪಟ್ಟಿಗೆ ಸೇರಿಸಲಾಗಿದ್ದು, ಅವುಗಳ ವರ್ಗೀಕರಣದ ಬಗ್ಗೆ ಸಭೆಯಲ್ಲಿ ಚರ್ಚಿಸಲಾಯಿತು ಎಂದು ಮೂಲಗಳು ಹೇಳಿವೆ.: [44, 1514, 182, 1636]
- paragraph: ದೀಪಾಲಂಕಾರ, ಸಾಂಸ್ಕೃತಿಕ ಕಾರ್ಯಕ್ರಮ, ಫಲಪುಷ್ಪ ಪ್ರದರ್ಶನ, ಆಹಾರ ಮೇಳ, ಯುವ ದಸರಾ, ರೈತ ದಸರಾ ಮುಂತಾದ ಕಾರ್ಯಕ್ರಮಗಳು ನಡೆಯಲಿದ್ದು, ಲಕ್ಷಾಂತರ ಪ್ರವಾಸಿಗರು ಆಗಮಿಸುವ ನಿರೀಕ್ಷೆ ಇದೆ.: [511, 887, 663, 962]
- paragraph: ಜಾತಿ ಸಮೀಕ್ಷೆ ಜಾತಿಪಟ್ಟಿ ಗೊಂದಲ ಸಂಬಂಧ ಕಾವೇರಿ ನಿವಾಸದಲ್ಲಿ ಸಿಎಂ, ಡಿಸಿಎಂ ಹಾಗೂ ಸಚಿವರು ಸಭೆ ನಡೆಸಿದರು. ಹಿಂದುಳಿದ ವರ್ಗಗಳ ಆಯೋಗದ ಅಧ್ಯಕ್ಷರೂ ಸಭೆಯಲ್ಲಿ ಭಾಗವಹಿಸಿದ್ದರು.: [346, 404, 485, 495]
